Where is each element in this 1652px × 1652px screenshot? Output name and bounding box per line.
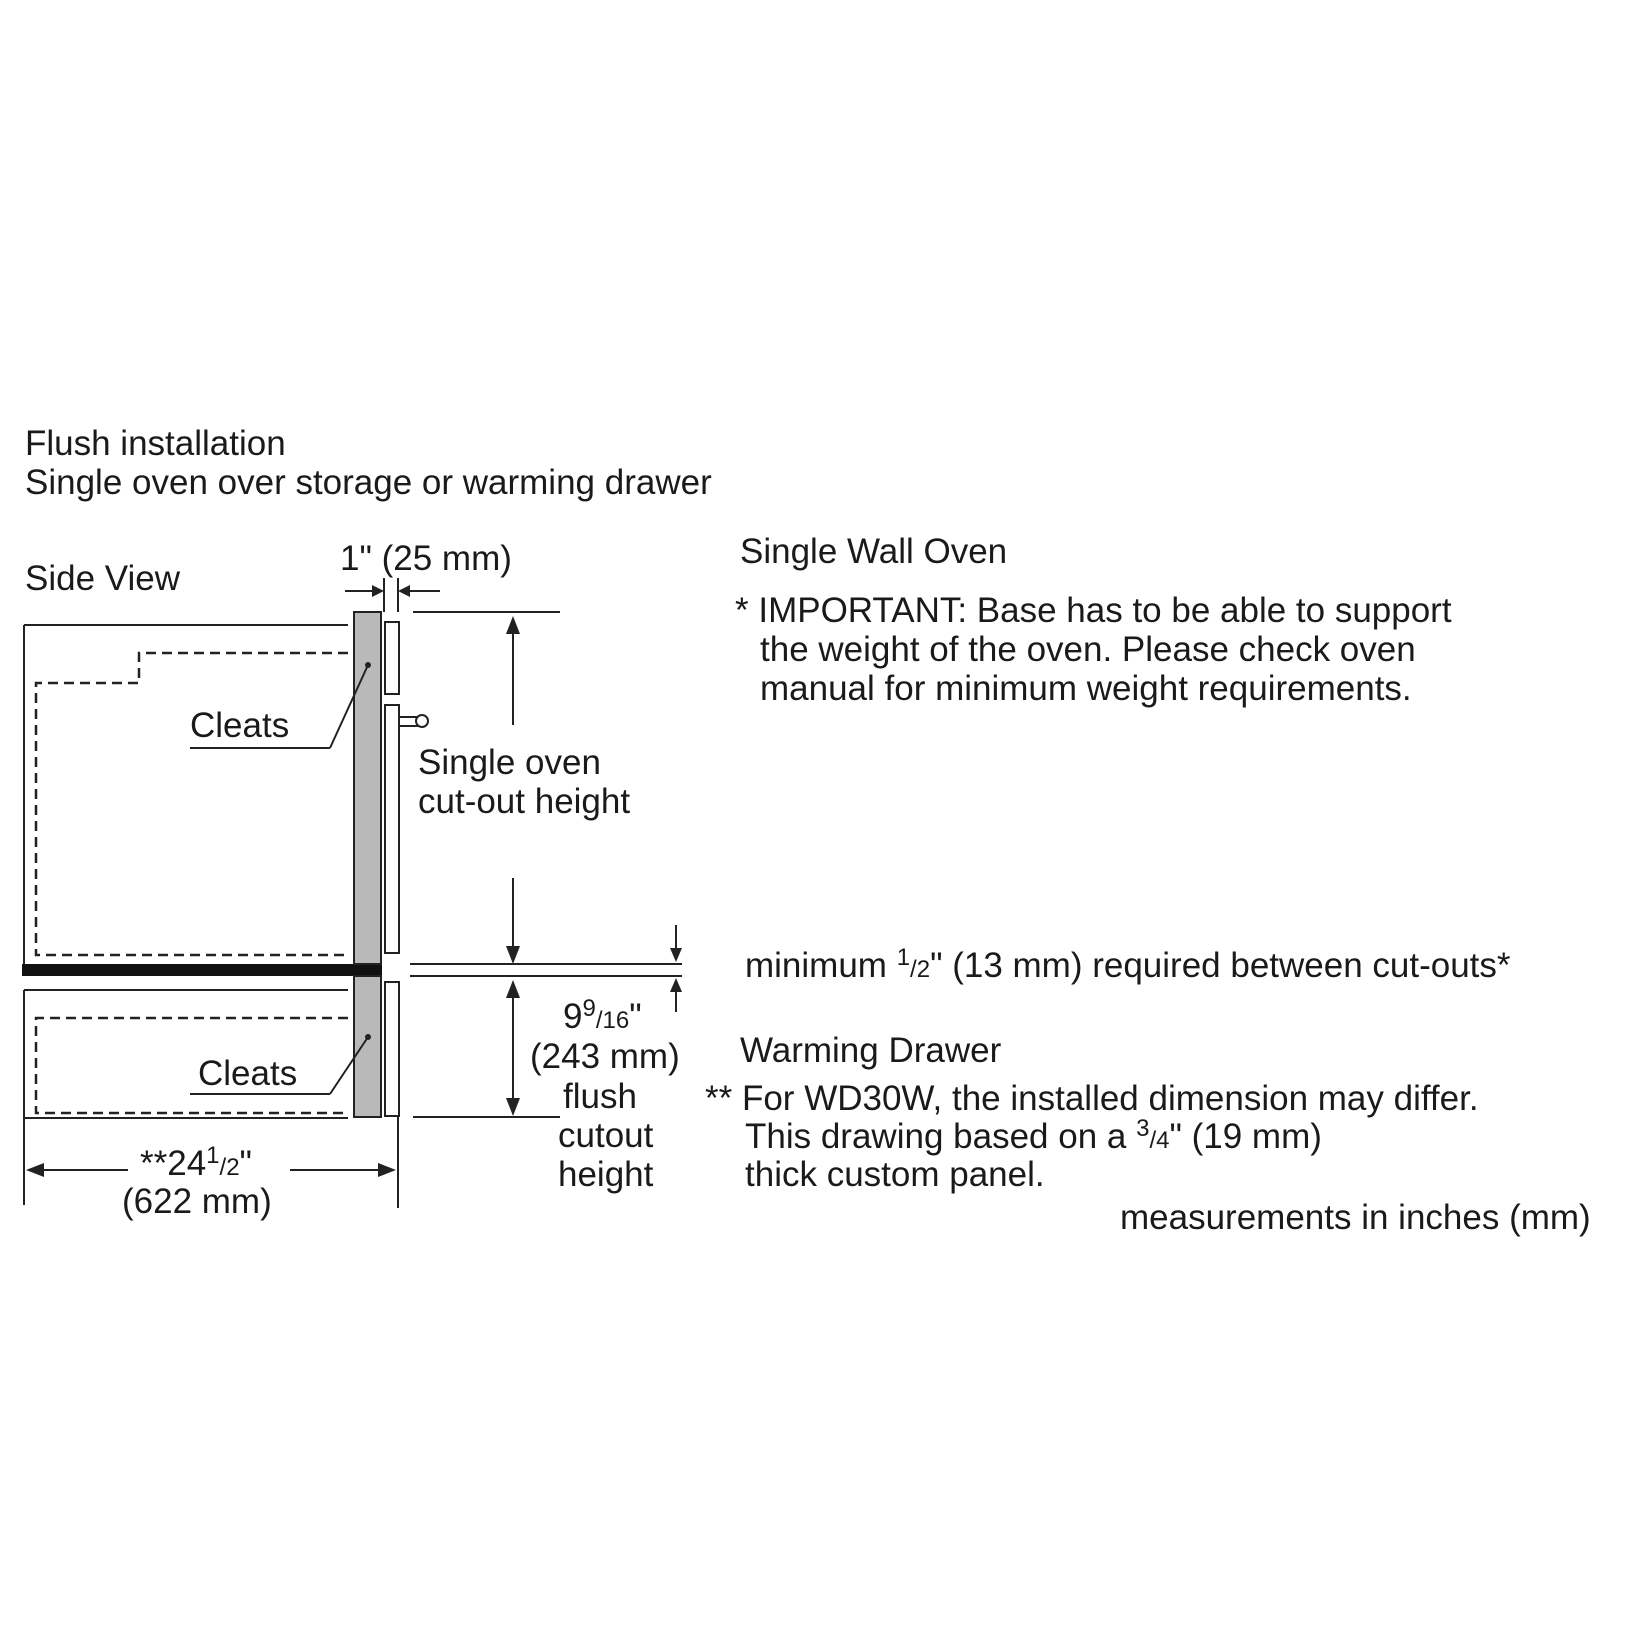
depth-mm: (622 mm) — [122, 1182, 272, 1221]
depth-value: $**24^1_{/2}$" — [140, 1142, 252, 1183]
important-line2: the weight of the oven. Please check oven — [760, 630, 1416, 669]
min-gap-arrows — [670, 925, 682, 1012]
oven-door-top — [385, 622, 399, 694]
drawer-height-mm: (243 mm) — [530, 1037, 680, 1076]
gap-dimension-label: 1" (25 mm) — [340, 539, 512, 578]
side-view-label: Side View — [25, 559, 181, 598]
drawer-height-line3: cutout — [558, 1116, 654, 1155]
oven-dashed-outline — [36, 653, 348, 955]
oven-handle-icon — [399, 715, 428, 727]
separator-shelf — [22, 964, 382, 976]
diagram-title-line1: Flush installation — [25, 424, 286, 463]
cutout-height-line1: Single oven — [418, 743, 601, 782]
note-line2: This drawing based on a $^3_{/4}$" (19 mm) — [745, 1115, 1322, 1156]
note-line3: thick custom panel. — [745, 1155, 1045, 1194]
upper-cabinet — [24, 625, 348, 970]
cutout-height-line2: cut-out height — [418, 782, 631, 821]
drawer-height-line2: flush — [563, 1077, 637, 1116]
important-line3: manual for minimum weight requirements. — [760, 669, 1412, 708]
drawer-dashed-outline — [36, 1018, 348, 1113]
gap-dimension — [345, 578, 440, 612]
oven-door-main — [385, 705, 399, 953]
drawer-height-value: $9^9_{/16}$" — [563, 995, 642, 1036]
diagram-title-line2: Single oven over storage or warming drawer — [25, 463, 712, 502]
cleats-upper-label: Cleats — [190, 706, 290, 745]
important-line1: * IMPORTANT: Base has to be able to support — [735, 591, 1452, 630]
note-line1: ** For WD30W, the installed dimension may differ. — [705, 1079, 1479, 1118]
drawer-heading: Warming Drawer — [740, 1031, 1002, 1070]
drawer-height-line4: height — [558, 1155, 654, 1194]
cleats-lower-label: Cleats — [198, 1054, 298, 1093]
cleat-lower — [354, 976, 381, 1117]
drawer-panel — [385, 982, 399, 1116]
min-gap-note: minimum $^1_{/2}$" (13 mm) required between cut-outs* — [745, 944, 1511, 985]
measurements-note: measurements in inches (mm) — [1120, 1198, 1591, 1237]
oven-heading: Single Wall Oven — [740, 532, 1008, 571]
